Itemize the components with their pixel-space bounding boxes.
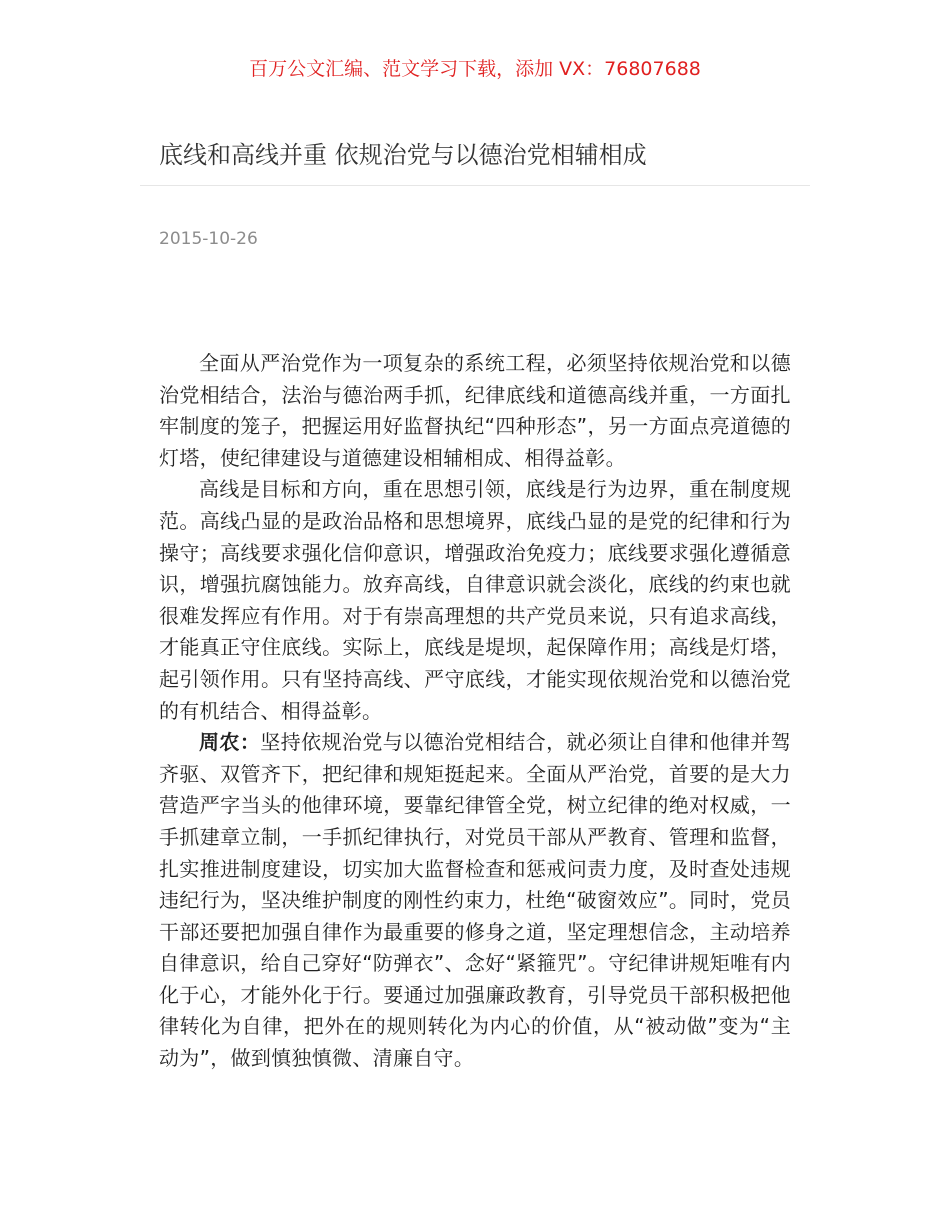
title-divider <box>140 185 810 186</box>
publish-date: 2015-10-26 <box>159 229 258 249</box>
speaker-name: 周农： <box>199 730 261 755</box>
paragraph-zhou-nong <box>159 727 791 1075</box>
paragraph-intro <box>159 348 791 474</box>
article-body <box>159 348 791 1075</box>
paragraph-text: 全面从严治党作为一项复杂的系统工程，必须坚持依规治党和以德治党相结合，法治与德治两手抓，纪律底线和道德高线并重，一方面扎牢制度的笼子，把握运用好监督执纪“四种形态”，另一方面点亮道德的灯塔，使纪律建设与道德建设相辅相成、相得益彰。 <box>159 351 791 470</box>
paragraph-text: 高线是目标和方向，重在思想引领，底线是行为边界，重在制度规范。高线凸显的是政治品格和思想境界，底线凸显的是党的纪律和行为操守；高线要求强化信仰意识，增强政治免疫力；底线要求强化遵循意识，增强抗腐蚀能力。放弃高线，自律意识就会淡化，底线的约束也就很难发挥应有作用。对于有崇高理想的共产党员来说，只有追求高线，才能真正守住底线。实际上，底线是堤坝，起保障作用；高线是灯塔，起引领作用。只有坚持高线、严守底线，才能实现依规治党和以德治党的有机结合、相得益彰。 <box>159 477 791 723</box>
paragraph-baseline-highline <box>159 474 791 727</box>
promo-banner: 百万公文汇编、范文学习下载，添加 VX：76807688 <box>249 58 701 80</box>
paragraph-text: 坚持依规治党与以德治党相结合，就必须让自律和他律并驾齐驱、双管齐下，把纪律和规矩挺起来。全面从严治党，首要的是大力营造严字当头的他律环境，要靠纪律管全党，树立纪律的绝对权威，一手抓建章立制，一手抓纪律执行，对党员干部从严教育、管理和监督，扎实推进制度建设，切实加大监督检查和惩戒问责力度，及时查处违规违纪行为，坚决维护制度的刚性约束力，杜绝“破窗效应”。同时，党员干部还要把加强自律作为最重要的修身之道，坚定理想信念，主动培养自律意识，给自己穿好“防弹衣”、念好“紧箍咒”。守纪律讲规矩唯有内化于心，才能外化于行。要通过加强廉政教育，引导党员干部积极把他律转化为自律，把外在的规则转化为内心的价值，从“被动做”变为“主动为”，做到慎独慎微、清廉自守。 <box>159 730 791 1071</box>
article-title: 底线和高线并重 依规治党与以德治党相辅相成 <box>159 141 647 169</box>
